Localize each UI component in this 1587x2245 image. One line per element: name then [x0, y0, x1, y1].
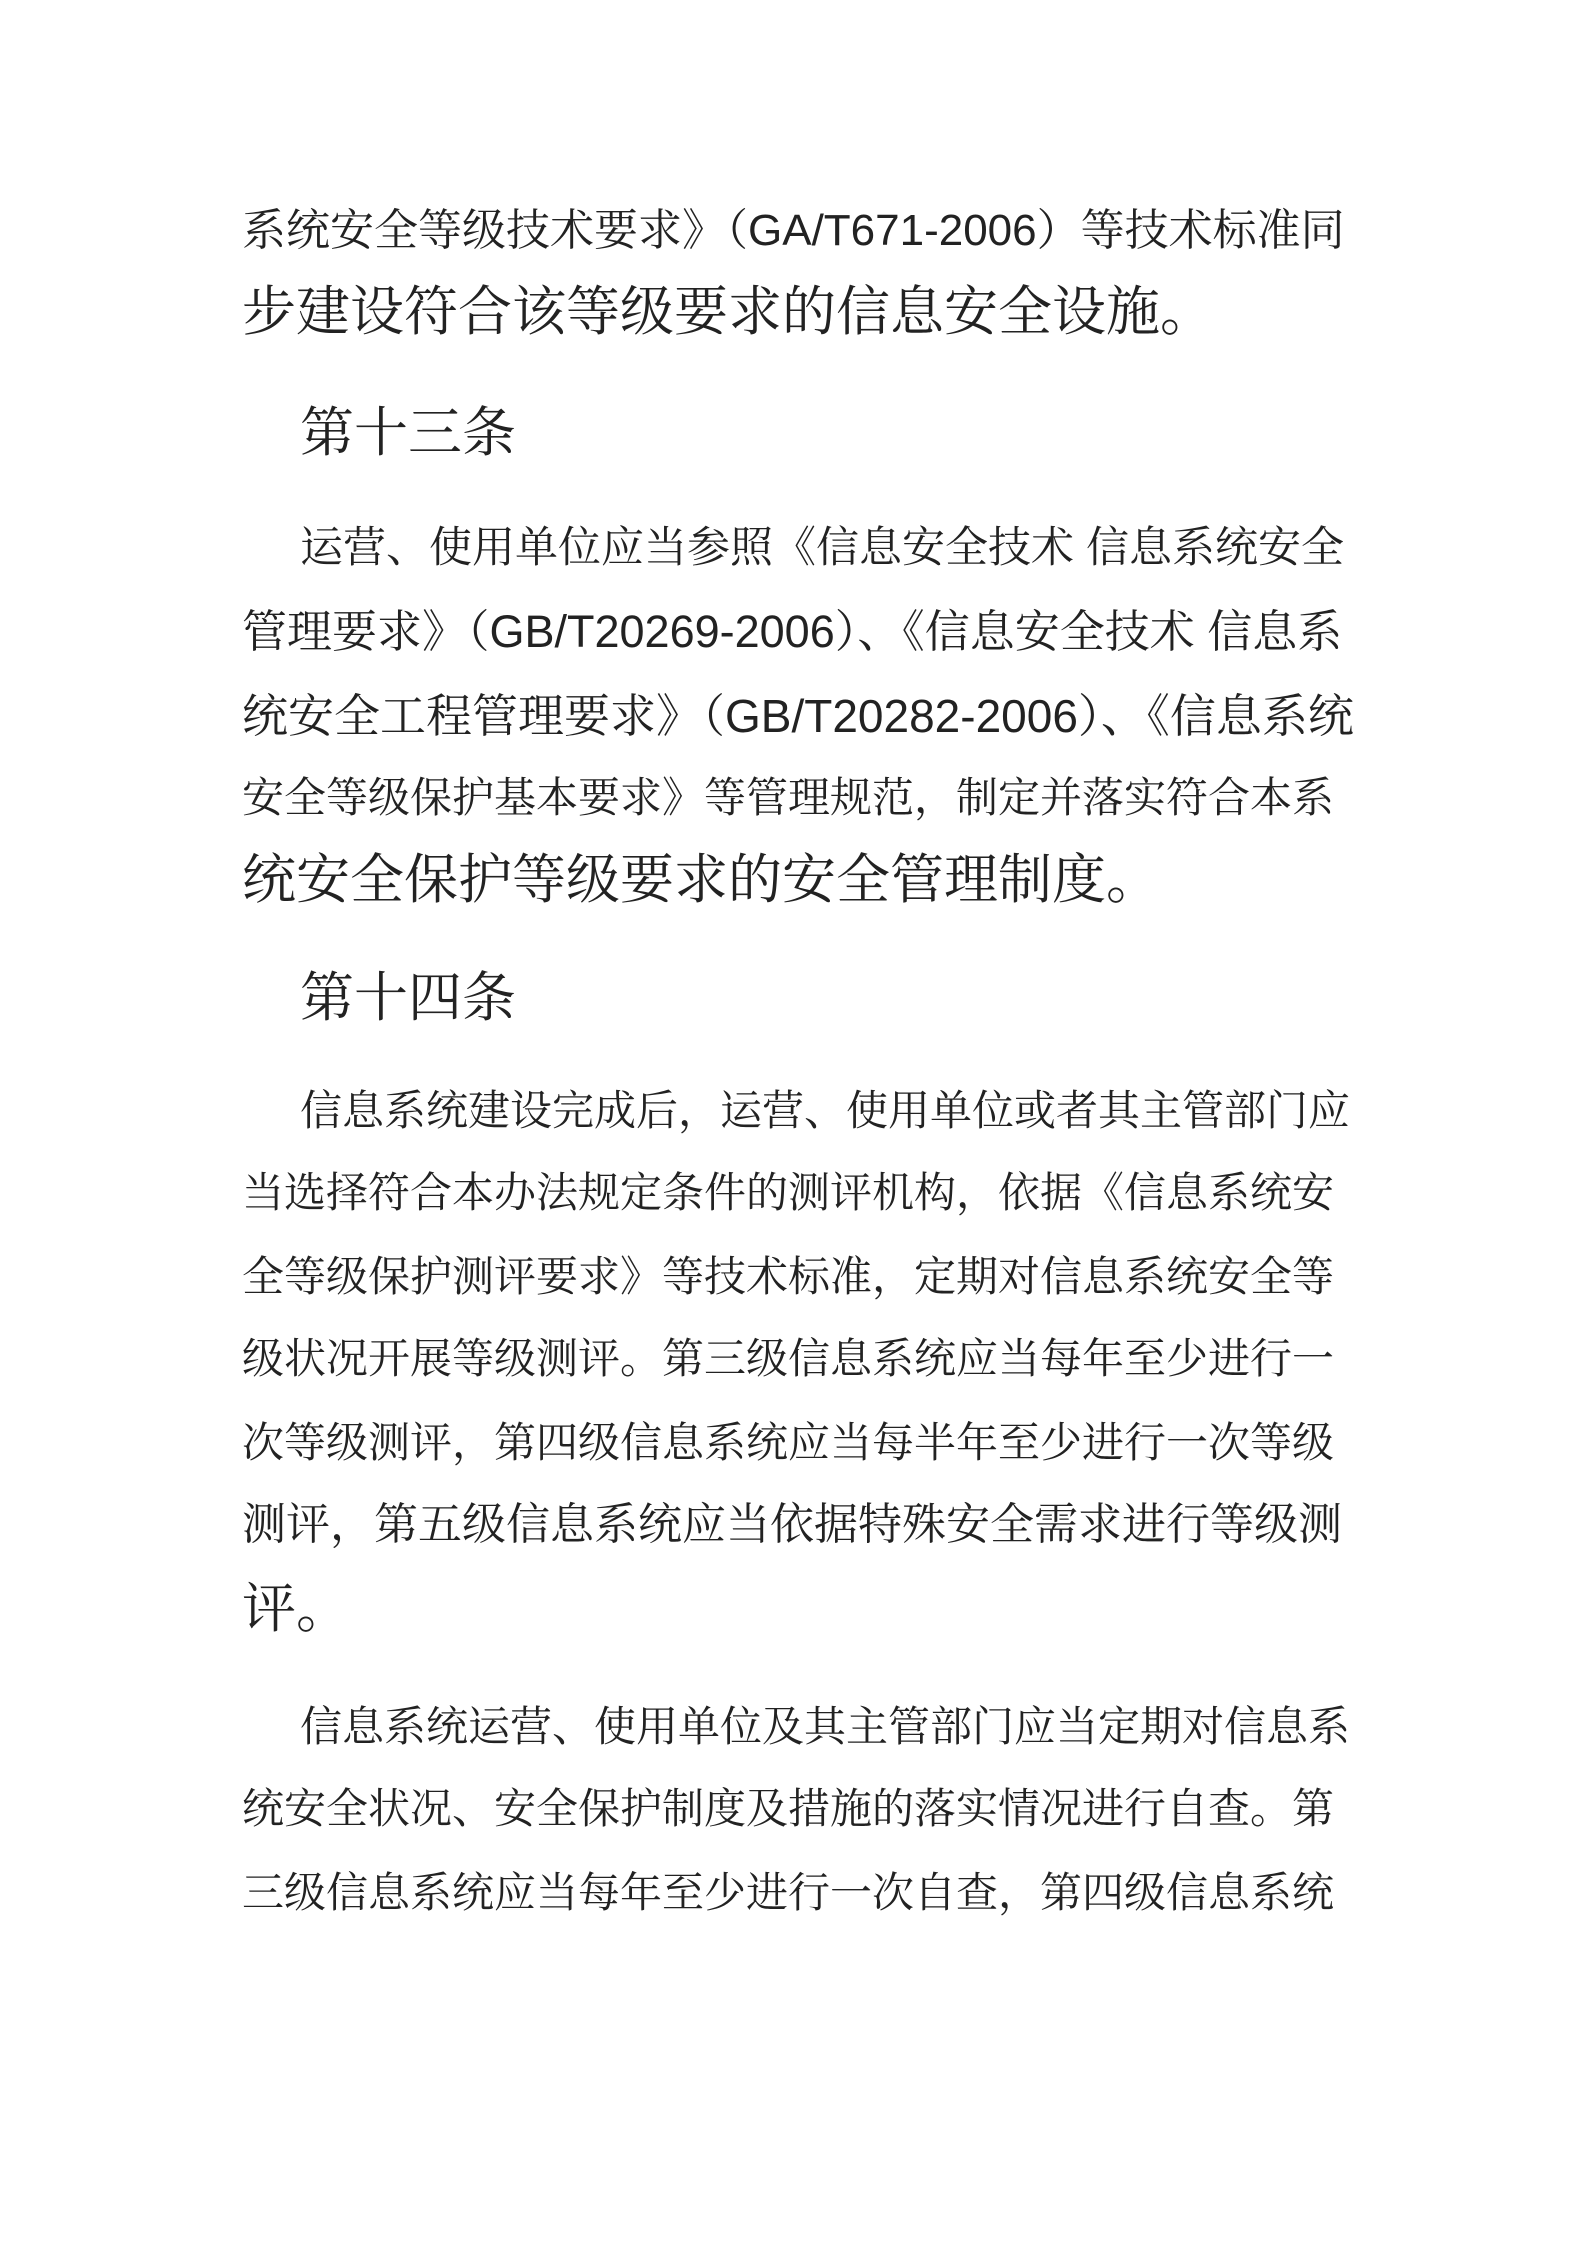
- text-line: 信息系统运营、使用单位及其主管部门应当定期对信息系: [300, 1703, 1351, 1750]
- text-line: 步建设符合该等级要求的信息安全设施。: [242, 282, 1214, 342]
- text-line: 统安全状况、安全保护制度及措施的落实情况进行自查。第: [242, 1785, 1335, 1832]
- text-line: 统安全工程管理要求》（GB/T20282-2006）、《信息系统: [242, 690, 1354, 742]
- article-heading-13: 第十三条: [300, 403, 516, 463]
- text-line: 测评，第五级信息系统应当依据特殊安全需求进行等级测: [242, 1500, 1342, 1549]
- text-line: 级状况开展等级测评。第三级信息系统应当每年至少进行一: [242, 1335, 1335, 1382]
- text-line: 统安全保护等级要求的安全管理制度。: [242, 850, 1160, 910]
- text-line: 全等级保护测评要求》等技术标准，定期对信息系统安全等: [242, 1253, 1335, 1300]
- text-line: 运营、使用单位应当参照《信息安全技术 信息系统安全: [300, 524, 1344, 572]
- text-line: 当选择符合本办法规定条件的测评机构，依据《信息系统安: [242, 1169, 1335, 1216]
- text-line: 管理要求》（GB/T20269-2006）、《信息安全技术 信息系: [242, 606, 1343, 657]
- text-line: 次等级测评，第四级信息系统应当每半年至少进行一次等级: [242, 1419, 1335, 1466]
- text-line: 三级信息系统应当每年至少进行一次自查，第四级信息系统: [242, 1869, 1335, 1916]
- article-heading-14: 第十四条: [300, 968, 516, 1028]
- text-line: 系统安全等级技术要求》（GA/T671-2006）等技术标准同: [242, 206, 1345, 255]
- text-line: 信息系统建设完成后，运营、使用单位或者其主管部门应: [300, 1087, 1351, 1134]
- text-line: 安全等级保护基本要求》等管理规范，制定并落实符合本系: [242, 774, 1335, 821]
- text-line: 评。: [242, 1579, 350, 1639]
